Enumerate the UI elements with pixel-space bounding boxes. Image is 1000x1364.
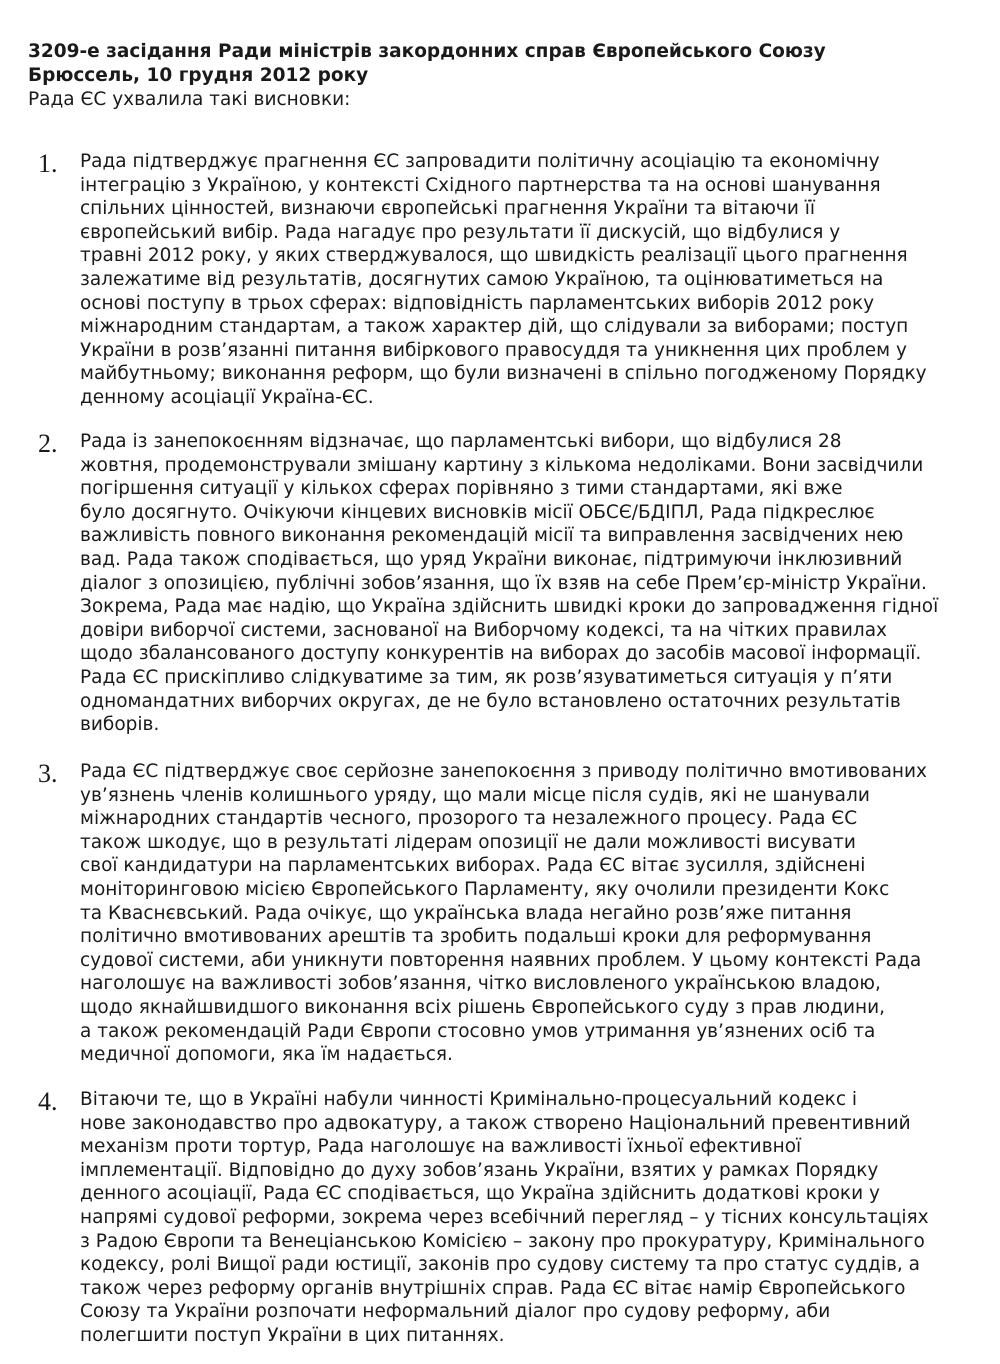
text-line: залежатиме від результатів, досягнутих самою Україною, та оцінюватиметься на: [80, 268, 884, 290]
item-text: [80, 430, 960, 737]
text-line: основі поступу в трьох сферах: відповідність парламентських виборів 2012 року: [80, 292, 875, 314]
text-line: полегшити поступ України в цих питаннях.: [80, 1324, 505, 1346]
text-line: діалог з опозицією, публічні зобов’язання, що їх взяв на себе Прем’єр-міністр України.: [80, 572, 927, 594]
text-line: виборів.: [80, 714, 160, 736]
text-line: щодо збалансованого доступу конкурентів на виборах до засобів масової інформації.: [80, 643, 922, 665]
text-line: також шкодує, що в результаті лідерам опозиції не дали можливості висувати: [80, 831, 856, 853]
text-line: майбутньому; виконання реформ, що були визначені в спільно погодженому Порядку: [80, 363, 927, 385]
text-line: спільних цінностей, визнаючи європейські прагнення України та вітаючи її: [80, 198, 816, 220]
text-line: свої кандидатури на парламентських виборах. Рада ЄС вітає зусилля, здійснені: [80, 855, 866, 877]
text-line: та Кваснєвський. Рада очікує, що українська влада негайно розв’яже питання: [80, 902, 852, 924]
text-line: наголошує на важливості зобов’язання, чітко висловленого українською владою,: [80, 973, 881, 995]
text-line: Зокрема, Рада має надію, що Україна здійснить швидкі кроки до запровадження гідної: [80, 596, 939, 618]
document-page: [28, 40, 978, 112]
text-line: Рада ЄС прискіпливо слідкуватиме за тим, як розв’язуватиметься ситуація у п’яти: [80, 666, 893, 688]
text-line: було досягнуто. Очікуючи кінцевих висновків місії ОБСЄ/БДІПЛ, Рада підкреслює: [80, 501, 875, 523]
text-line: судової системи, аби уникнути повторення наявних проблем. У цьому контексті Рада: [80, 949, 922, 971]
item-number: 2.: [38, 429, 58, 458]
text-line: Вітаючи те, що в Україні набули чинності Кримінально-процесуальний кодекс і: [80, 1089, 858, 1110]
text-line: політично вмотивованих арештів та зробить подальші кроки для реформування: [80, 926, 872, 948]
text-line: довіри виборчої системи, заснованої на Виборчому кодексі, та на чітких правилах: [80, 619, 887, 641]
item-text: [80, 150, 960, 410]
text-line: імплементації. Відповідно до духу зобов’язань України, взятих у рамках Порядку: [80, 1159, 879, 1181]
text-line: вад. Рада також сподівається, що уряд України виконає, підтримуючи інклюзивний: [80, 548, 903, 570]
text-line: України в розв’язанні питання вибіркового правосуддя та уникнення цих проблем у: [80, 339, 907, 361]
text-line: медичної допомоги, яка їм надається.: [80, 1044, 453, 1066]
text-line: також через реформу органів внутрішніх справ. Рада ЄС вітає намір Європейського: [80, 1277, 906, 1299]
text-line: міжнародним стандартам, а також характер дій, що слідували за виборами; поступ: [80, 316, 909, 338]
document-title: 3209-е засідання Ради міністрів закордонних справ Європейського Союзу: [28, 41, 826, 62]
item-number: 4.: [38, 1087, 58, 1116]
text-line: механізм проти тортур, Рада наголошує на важливості їхньої ефективної: [80, 1136, 802, 1158]
text-line: щодо якнайшвидшого виконання всіх рішень Європейського суду з прав людини,: [80, 996, 885, 1018]
text-line: Рада підтверджує прагнення ЄС запровадити політичну асоціацію та економічну: [80, 151, 880, 172]
text-line: Союзу та України розпочати неформальний діалог про судову реформу, аби: [80, 1301, 831, 1323]
text-line: погіршення ситуації у кількох сферах порівняно з тими стандартами, які вже: [80, 478, 843, 500]
text-line: денному асоціації Україна-ЄС.: [80, 386, 374, 408]
text-line: напрямі судової реформи, зокрема через всебічний перегляд – у тісних консультаціях: [80, 1206, 929, 1228]
text-line: денного асоціації, Рада ЄС сподівається, що Україна здійснить додаткові кроки у: [80, 1183, 880, 1205]
text-line: кодексу, ролі Вищої ради юстиції, законів про судову систему та про статус суддів, а: [80, 1254, 920, 1276]
text-line: інтеграцію з Україною, у контексті Східного партнерства та на основі шанування: [80, 174, 881, 196]
item-text: [80, 760, 960, 1067]
text-line: міжнародних стандартів чесного, прозорого та незалежного процесу. Рада ЄС: [80, 808, 858, 830]
text-line: європейський вибір. Рада нагадує про результати її дискусій, що відбулися у: [80, 221, 841, 243]
item-number: 3.: [38, 759, 58, 788]
text-line: нове законодавство про адвокатуру, а також створено Національний превентивний: [80, 1112, 911, 1134]
text-line: а також рекомендацій Ради Європи стосовно умов утримання ув’язнених осіб та: [80, 1020, 876, 1042]
text-line: одномандатних виборчих округах, де не було встановлено остаточних результатів: [80, 690, 901, 712]
item-number: 1.: [38, 149, 58, 178]
text-line: жовтня, продемонстрували змішану картину з кількома недоліками. Вони засвідчили: [80, 454, 924, 476]
text-line: важливість повного виконання рекомендацій місії та виправлення засвідчених нею: [80, 525, 904, 547]
text-line: Рада ЄС підтверджує своє серйозне занепокоєння з приводу політично вмотивованих: [80, 761, 927, 782]
document-subtitle: Брюссель, 10 грудня 2012 року: [28, 65, 369, 86]
intro-text: Рада ЄС ухвалила такі висновки:: [28, 89, 351, 110]
text-line: ув’язнень членів колишнього уряду, що мали місце після судів, які не шанували: [80, 784, 870, 806]
text-line: Рада із занепокоєнням відзначає, що парламентські вибори, що відбулися 28: [80, 431, 842, 452]
item-text: [80, 1088, 960, 1348]
text-line: з Радою Європи та Венеціанською Комісією – закону про прокуратуру, Кримінального: [80, 1230, 925, 1252]
text-line: моніторинговою місією Європейського Парламенту, яку очолили президенти Кокс: [80, 878, 890, 900]
text-line: травні 2012 року, у яких стверджувалося, що швидкість реалізації цього прагнення: [80, 245, 908, 267]
